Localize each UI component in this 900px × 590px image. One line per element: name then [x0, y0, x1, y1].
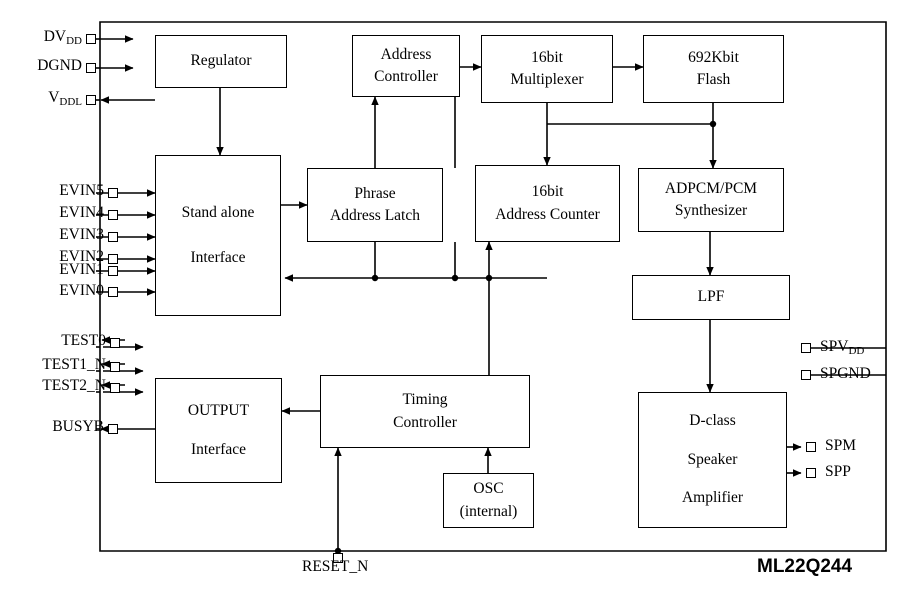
pin-label-dvdd: $DV_{DD}$ [43, 28, 82, 47]
block-osc-line2: (internal) [459, 502, 518, 520]
block-flash-line1: 692Kbit [688, 48, 739, 66]
pin-label-spvdd: $SPV_{DD}$ [820, 338, 865, 357]
block-output-interface [155, 378, 282, 483]
pin-label-busyb: BUSYB [52, 418, 104, 435]
pin-label-spp: SPP [825, 463, 851, 480]
block-amp-line2: Speaker [687, 450, 738, 468]
block-amp-line3: Amplifier [681, 489, 744, 507]
block-adpcm-line1: ADPCM/PCM [664, 179, 758, 197]
block-adpcm-pcm-synthesizer [638, 168, 784, 232]
block-regulator-line1: Regulator [190, 52, 252, 70]
pad-busyb [108, 424, 118, 434]
block-timing-line1: Timing [402, 391, 448, 409]
pad-evin5 [108, 188, 118, 198]
block-adpcm-line2: Synthesizer [674, 202, 748, 219]
pad-spvdd [801, 343, 811, 353]
pin-label-evin3: EVIN3 [59, 226, 104, 243]
pad-spgnd [801, 370, 811, 380]
block-stand-alone-line2: Interface [190, 248, 246, 266]
block-multiplexer-16bit [481, 35, 613, 103]
block-address-counter-line2: Address Counter [495, 205, 600, 223]
pad-evin0 [108, 287, 118, 297]
block-phrase-latch-line1: Phrase [354, 184, 396, 202]
block-timing-controller [320, 375, 530, 448]
pad-evin1 [108, 266, 118, 276]
pad-dvdd [86, 34, 96, 44]
block-output-line1: OUTPUT [187, 402, 250, 420]
pad-test2-n [110, 383, 120, 393]
pin-label-test2-n: TEST2_N [42, 377, 106, 394]
block-osc-line1: OSC [473, 480, 504, 498]
block-address-counter-line1: 16bit [531, 183, 564, 201]
block-timing-line2: Controller [393, 413, 457, 431]
block-address-controller-line2: Controller [374, 68, 438, 85]
pin-label-vddl: $V_{DDL}$ [48, 89, 82, 108]
block-phrase-latch-line2: Address Latch [330, 207, 420, 224]
pin-label-evin0: EVIN0 [59, 282, 104, 299]
block-phrase-address-latch [307, 168, 443, 242]
block-amp-line1: D-class [689, 412, 736, 430]
block-output-line2: Interface [190, 440, 247, 458]
pad-spp [806, 468, 816, 478]
block-flash-line2: Flash [696, 71, 731, 88]
pin-label-test0: TEST0 [61, 332, 106, 349]
pin-label-evin1: EVIN1 [59, 261, 104, 278]
block-address-counter-16bit [475, 165, 620, 242]
block-lpf [632, 275, 790, 320]
pin-label-evin5: EVIN5 [59, 182, 104, 199]
block-address-controller-line1: Address [380, 45, 432, 63]
block-stand-alone-line1: Stand alone [181, 204, 255, 222]
pin-label-reset-n: RESET_N [302, 558, 369, 575]
pad-evin2 [108, 254, 118, 264]
block-regulator [155, 35, 287, 88]
pin-label-evin2: EVIN2 [59, 248, 104, 265]
pad-evin4 [108, 210, 118, 220]
pin-label-spgnd: SPGND [820, 365, 871, 382]
pin-label-dgnd: DGND [37, 57, 82, 74]
block-osc [443, 473, 534, 528]
pad-spm [806, 442, 816, 452]
pin-label-spm: SPM [825, 437, 857, 454]
pad-evin3 [108, 232, 118, 242]
block-multiplexer-line1: 16bit [531, 48, 563, 66]
pad-test1-n [110, 362, 120, 372]
block-lpf-line1: LPF [697, 288, 725, 306]
part-name: ML22Q244 [757, 556, 853, 577]
pin-label-test1-n: TEST1_N [42, 356, 106, 373]
pad-dgnd [86, 63, 96, 73]
block-stand-alone-interface [155, 155, 281, 316]
pad-test0 [110, 338, 120, 348]
pin-label-evin4: EVIN4 [59, 204, 104, 221]
block-d-class-speaker-amplifier [638, 392, 787, 528]
pad-vddl [86, 95, 96, 105]
block-address-controller [352, 35, 460, 97]
block-flash-692kbit [643, 35, 784, 103]
block-multiplexer-line2: Multiplexer [510, 71, 584, 88]
